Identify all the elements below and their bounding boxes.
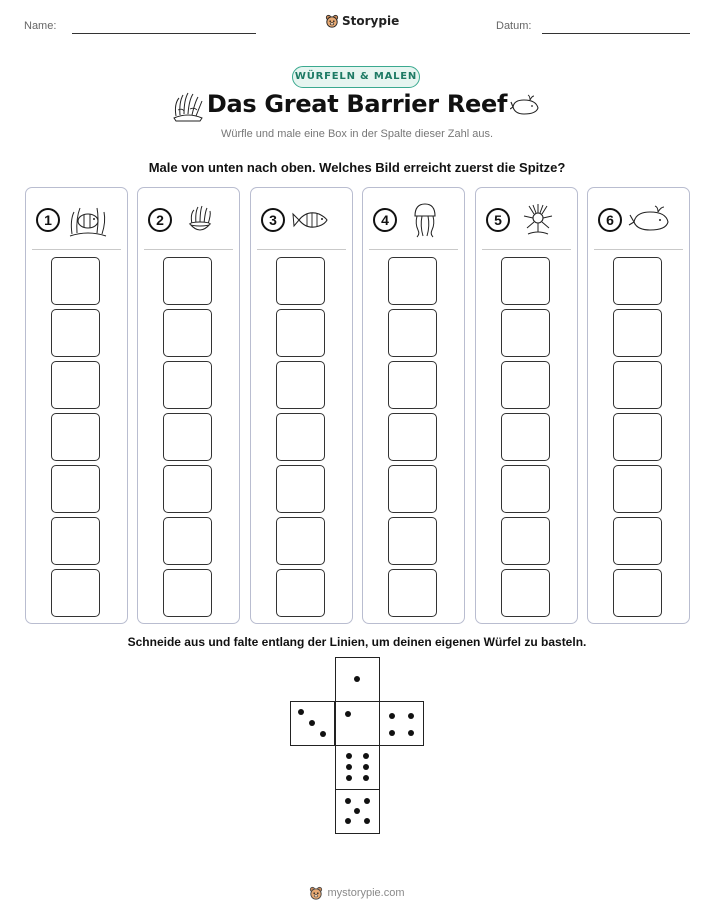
die-face-1-center [335, 701, 380, 746]
brand-name: Storypie [342, 14, 400, 28]
paint-box[interactable] [276, 361, 325, 409]
die-face-4 [379, 701, 424, 746]
paint-box[interactable] [276, 413, 325, 461]
jellyfish-icon [403, 202, 447, 238]
paint-box[interactable] [613, 257, 662, 305]
paint-box[interactable] [51, 309, 100, 357]
pip [298, 709, 304, 715]
column-number: 6 [598, 208, 622, 232]
whale-icon [510, 94, 542, 118]
pip [389, 730, 395, 736]
pip [320, 731, 326, 737]
pip [363, 775, 369, 781]
name-label: Name: [24, 20, 57, 32]
pip [345, 818, 351, 824]
paint-box[interactable] [388, 361, 437, 409]
pip [345, 798, 351, 804]
column-2 [137, 187, 240, 624]
paint-box[interactable] [501, 309, 550, 357]
footer-url: mystorypie.com [327, 887, 405, 899]
die-face-1 [335, 657, 380, 702]
pip [363, 764, 369, 770]
column-divider [144, 249, 233, 250]
paint-box[interactable] [501, 413, 550, 461]
instruction-text: Male von unten nach oben. Welches Bild erreicht zuerst die Spitze? [148, 160, 566, 175]
column-header [486, 202, 568, 238]
clownfish-in-anemone-icon [66, 202, 110, 238]
die-face-5 [335, 789, 380, 834]
paint-box[interactable] [613, 361, 662, 409]
paint-box[interactable] [51, 569, 100, 617]
pip [354, 808, 360, 814]
column-number: 2 [148, 208, 172, 232]
column-divider [257, 249, 346, 250]
pip [354, 676, 360, 682]
page-subtitle: Würfle und male eine Box in der Spalte dieser Zahl aus. [220, 128, 494, 140]
paint-box[interactable] [163, 413, 212, 461]
paint-box[interactable] [501, 517, 550, 565]
pip [309, 720, 315, 726]
paint-box[interactable] [163, 517, 212, 565]
anemone-shell-icon [178, 202, 222, 238]
pip [346, 753, 352, 759]
date-label: Datum: [496, 20, 532, 32]
header [0, 0, 714, 50]
pip [364, 798, 370, 804]
paint-box[interactable] [276, 257, 325, 305]
column-divider [482, 249, 571, 250]
paint-box[interactable] [163, 257, 212, 305]
name-line [72, 33, 256, 34]
date-line [542, 33, 690, 34]
column-header [148, 202, 230, 238]
column-number: 1 [36, 208, 60, 232]
paint-box[interactable] [51, 361, 100, 409]
pip [408, 713, 414, 719]
column-number: 5 [486, 208, 510, 232]
die-face-6 [335, 745, 380, 790]
paint-box[interactable] [501, 257, 550, 305]
column-5 [475, 187, 578, 624]
whale-icon [628, 202, 672, 238]
paint-box[interactable] [613, 309, 662, 357]
paint-box[interactable] [388, 413, 437, 461]
paint-box[interactable] [51, 413, 100, 461]
paint-box[interactable] [388, 569, 437, 617]
pip [363, 753, 369, 759]
pip [408, 730, 414, 736]
paint-box[interactable] [501, 569, 550, 617]
paint-box[interactable] [51, 257, 100, 305]
activity-badge: WÜRFELN & MALEN [292, 66, 420, 88]
column-6 [587, 187, 690, 624]
paint-box[interactable] [388, 257, 437, 305]
column-divider [369, 249, 458, 250]
footer [0, 886, 714, 905]
paint-box[interactable] [501, 361, 550, 409]
paint-box[interactable] [613, 465, 662, 513]
column-divider [32, 249, 121, 250]
bear-mascot-icon [325, 14, 339, 28]
paint-box[interactable] [276, 569, 325, 617]
column-number: 3 [261, 208, 285, 232]
paint-box[interactable] [163, 361, 212, 409]
column-header [261, 202, 343, 238]
paint-box[interactable] [388, 517, 437, 565]
cut-instruction: Schneide aus und falte entlang der Linien, um deinen eigenen Würfel zu basteln. [127, 635, 587, 649]
brand-logo [325, 14, 399, 28]
pip [345, 711, 351, 717]
die-face-3 [290, 701, 335, 746]
pip [364, 818, 370, 824]
paint-box[interactable] [51, 517, 100, 565]
paint-box[interactable] [276, 465, 325, 513]
paint-box[interactable] [613, 569, 662, 617]
sea-anemone-icon [516, 202, 560, 238]
column-number: 4 [373, 208, 397, 232]
column-3 [250, 187, 353, 624]
paint-box[interactable] [501, 465, 550, 513]
paint-box[interactable] [276, 517, 325, 565]
pip [346, 764, 352, 770]
column-header [598, 202, 680, 238]
pip [389, 713, 395, 719]
column-header [36, 202, 118, 238]
paint-box[interactable] [613, 517, 662, 565]
paint-box[interactable] [51, 465, 100, 513]
paint-box[interactable] [388, 309, 437, 357]
paint-box[interactable] [276, 309, 325, 357]
column-1 [25, 187, 128, 624]
column-4 [362, 187, 465, 624]
paint-box[interactable] [163, 465, 212, 513]
paint-box[interactable] [163, 309, 212, 357]
column-header [373, 202, 455, 238]
paint-box[interactable] [388, 465, 437, 513]
column-divider [594, 249, 683, 250]
pip [346, 775, 352, 781]
paint-box[interactable] [163, 569, 212, 617]
bear-mascot-icon [309, 886, 323, 900]
fish-icon [291, 202, 335, 238]
page-title: Das Great Barrier Reef [206, 90, 508, 118]
dice-columns [25, 187, 690, 624]
paint-box[interactable] [613, 413, 662, 461]
